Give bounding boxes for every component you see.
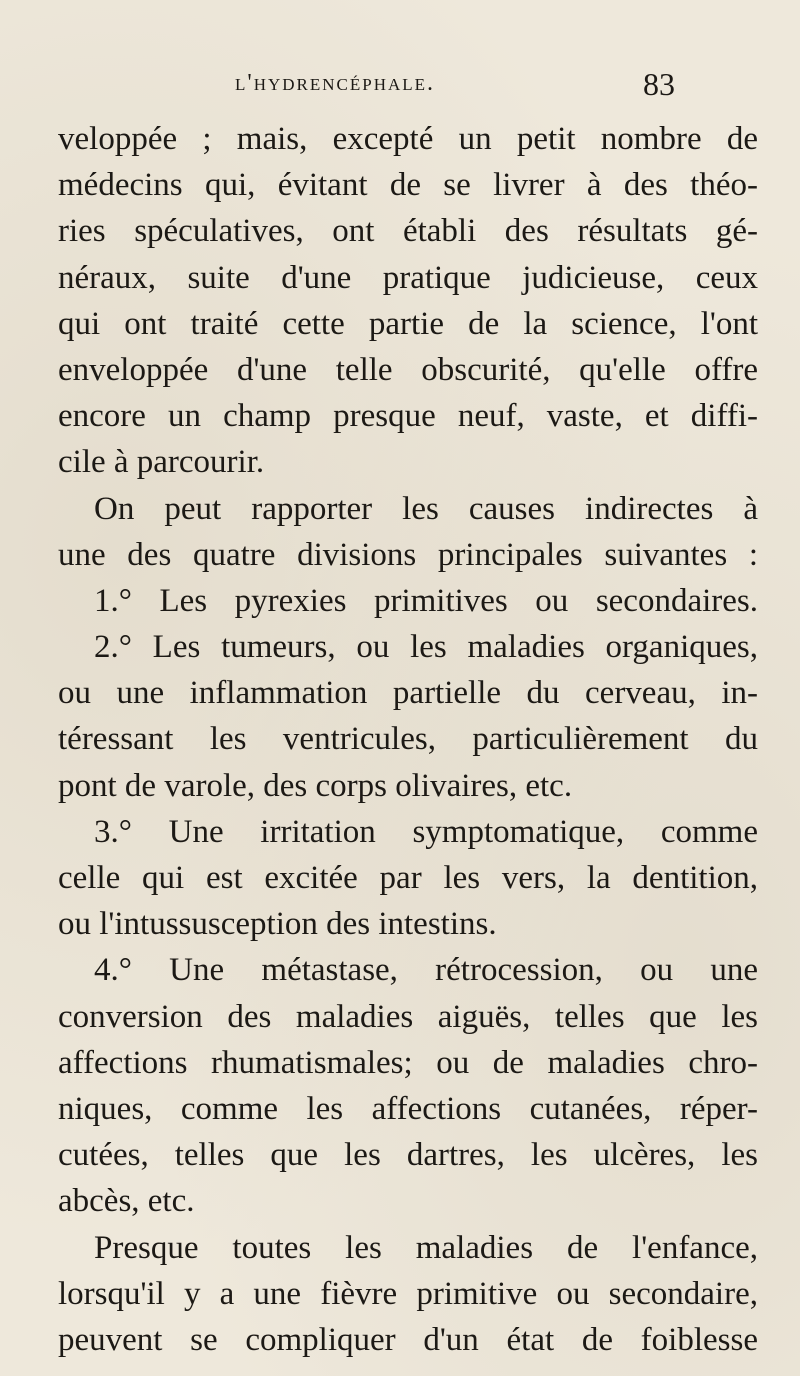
text-line: médecins qui, évitant de se livrer à des théo- [58,167,758,204]
text-line: celle qui est excitée par les vers, la dentition, [58,860,758,896]
text-line: ou une inflammation partielle du cerveau, in- [58,675,758,712]
text-line: téressant les ventricules, particulièrement du [58,721,758,758]
text-line: 1.° Les pyrexies primitives ou secondaires. [94,582,758,619]
text-line: qui ont traité cette partie de la science, l'ont [58,305,758,342]
text-line: veloppée ; mais, excepté un petit nombre de [58,121,758,157]
text-line: cile à parcourir. [58,444,265,481]
text-line: pont de varole, des corps olivaires, etc. [58,767,573,804]
text-line: conversion des maladies aiguës, telles que les [58,998,758,1035]
text-line: peuvent se compliquer d'un état de foiblesse [58,1321,758,1358]
text-line: 3.° Une irritation symptomatique, comme [94,813,758,850]
text-line: affections rhumatismales; ou de maladies chro- [58,1044,758,1081]
page-header [235,66,675,110]
text-line: 4.° Une métastase, rétrocession, ou une [94,952,758,989]
text-line: abcès, etc. [58,1183,195,1220]
text-line: cutées, telles que les dartres, les ulcères, les [58,1137,758,1174]
text-line: ou l'intussusception des intestins. [58,906,497,943]
page-number: 83 [643,66,675,102]
text-line: une des quatre divisions principales suivantes : [58,536,758,573]
text-line: On peut rapporter les causes indirectes à [94,490,758,527]
text-line: ries spéculatives, ont établi des résultats gé- [58,213,758,250]
text-line: 2.° Les tumeurs, ou les maladies organiques, [94,629,758,666]
text-line: enveloppée d'une telle obscurité, qu'elle offre [58,351,758,388]
text-line: niques, comme les affections cutanées, réper- [58,1090,758,1127]
text-line: néraux, suite d'une pratique judicieuse, ceux [58,259,758,296]
text-line: lorsqu'il y a une fièvre primitive ou secondaire, [58,1275,758,1312]
body-text [58,116,758,1363]
text-line: encore un champ presque neuf, vaste, et diffi- [58,398,758,435]
running-title: l'hydrencéphale. [235,70,436,96]
text-line: Presque toutes les maladies de l'enfance, [94,1229,758,1266]
